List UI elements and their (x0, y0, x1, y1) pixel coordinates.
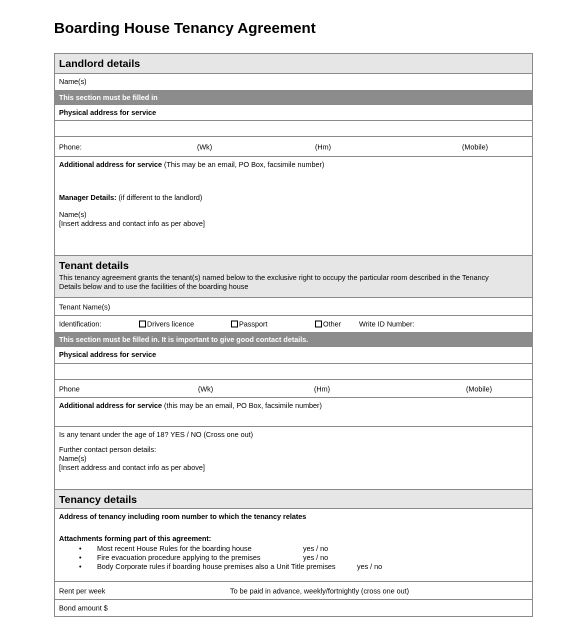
bond-label: Bond amount $ (59, 603, 108, 613)
landlord-phone-row[interactable] (55, 136, 532, 156)
passport-checkbox[interactable] (231, 321, 238, 328)
identification-label: Identification: (59, 319, 102, 329)
tenant-physical-address-label: Physical address for service (55, 346, 532, 363)
tenancy-section-heading: Tenancy details (55, 489, 532, 508)
contact-insert-note: [Insert address and contact info as per above] (59, 463, 205, 472)
tenant-hm-label: (Hm) (314, 384, 330, 393)
attachment-text: Fire evacuation procedure applying to the premises (97, 553, 261, 562)
further-contact-label: Further contact person details: (59, 445, 157, 454)
landlord-wk-label: (Wk) (197, 142, 213, 151)
contact-name-label: Name(s) (59, 454, 87, 463)
passport-option[interactable] (231, 320, 267, 329)
tenancy-address-label: Address of tenancy including room number to which the tenancy relates (59, 512, 307, 521)
manager-details-label: Manager Details: (59, 193, 117, 202)
landlord-name-field[interactable] (55, 73, 532, 90)
tenant-name-label: Tenant Name(s) (59, 302, 111, 311)
landlord-name-label: Name(s) (59, 77, 87, 86)
tenant-wk-label: (Wk) (198, 384, 214, 393)
landlord-section-heading: Landlord details (55, 54, 532, 73)
attachment-text: Most recent House Rules for the boarding house (97, 544, 252, 553)
attachments-list (59, 544, 528, 571)
tenant-section (55, 255, 532, 297)
tenant-phone-row[interactable] (55, 379, 532, 397)
rent-label: Rent per week (59, 586, 106, 595)
tenant-additional-label: Additional address for service (59, 401, 163, 410)
attachment-yes-no[interactable]: yes / no (303, 553, 329, 562)
drivers-licence-option[interactable] (139, 320, 194, 329)
landlord-additional-label: Additional address for service (59, 160, 163, 169)
document-title: Boarding House Tenancy Agreement (54, 20, 316, 37)
tenant-additional-note: (this may be an email, PO Box, facsimile number) (162, 401, 322, 410)
identification-row (55, 315, 532, 332)
landlord-phone-label: Phone: (59, 142, 82, 151)
bond-row[interactable] (55, 599, 532, 616)
tenant-intro-line-1: This tenancy agreement grants the tenant(s) named below to the exclusive right to occupy the particular room described in the Tenancy (59, 273, 489, 282)
other-option[interactable] (315, 320, 341, 329)
landlord-physical-address-label: Physical address for service (55, 104, 532, 120)
attachments-heading: Attachments forming part of this agreement: (59, 534, 212, 543)
tenant-section-heading: Tenant details (59, 260, 129, 272)
manager-details-note: (if different to the landlord) (116, 193, 203, 202)
other-checkbox[interactable] (315, 321, 322, 328)
tenant-age-contact-field[interactable] (55, 426, 532, 489)
tenant-additional-address-field[interactable] (55, 397, 532, 426)
attachment-item (59, 562, 528, 571)
drivers-licence-label: Drivers licence (147, 319, 195, 329)
other-label: Other (323, 319, 341, 329)
attachment-yes-no[interactable]: yes / no (357, 562, 383, 571)
tenant-mobile-label: (Mobile) (466, 384, 492, 393)
landlord-additional-address-field[interactable] (55, 156, 532, 255)
tenant-phone-label: Phone (59, 384, 80, 393)
tenancy-address-field[interactable] (55, 508, 532, 581)
landlord-must-fill-banner: This section must be filled in (55, 90, 532, 104)
manager-insert-note: [Insert address and contact info as per above] (59, 219, 205, 228)
passport-label: Passport (239, 319, 268, 329)
tenant-intro-line-2: Details below and to use the facilities of the boarding house (59, 282, 249, 291)
age-question: Is any tenant under the age of 18? YES / NO (Cross one out) (59, 430, 254, 439)
attachment-text: Body Corporate rules if boarding house premises also a Unit Title premises (97, 562, 336, 571)
attachment-yes-no[interactable]: yes / no (303, 544, 329, 553)
landlord-physical-address-field[interactable] (55, 120, 532, 136)
tenant-must-fill-banner: This section must be filled in. It is important to give good contact details. (55, 332, 532, 346)
rent-row[interactable] (55, 581, 532, 599)
id-number-label: Write ID Number: (359, 319, 415, 329)
landlord-mobile-label: (Mobile) (462, 142, 488, 151)
landlord-hm-label: (Hm) (315, 142, 331, 151)
landlord-additional-note: (This may be an email, PO Box, facsimile number) (162, 160, 325, 169)
tenant-name-field[interactable] (55, 297, 532, 315)
attachment-item (59, 544, 528, 553)
agreement-form (54, 53, 533, 617)
tenant-physical-address-field[interactable] (55, 363, 532, 379)
rent-paid-note: To be paid in advance, weekly/fortnightly (cross one out) (230, 586, 409, 595)
attachment-item (59, 553, 528, 562)
drivers-licence-checkbox[interactable] (139, 321, 146, 328)
manager-name-label: Name(s) (59, 210, 87, 219)
